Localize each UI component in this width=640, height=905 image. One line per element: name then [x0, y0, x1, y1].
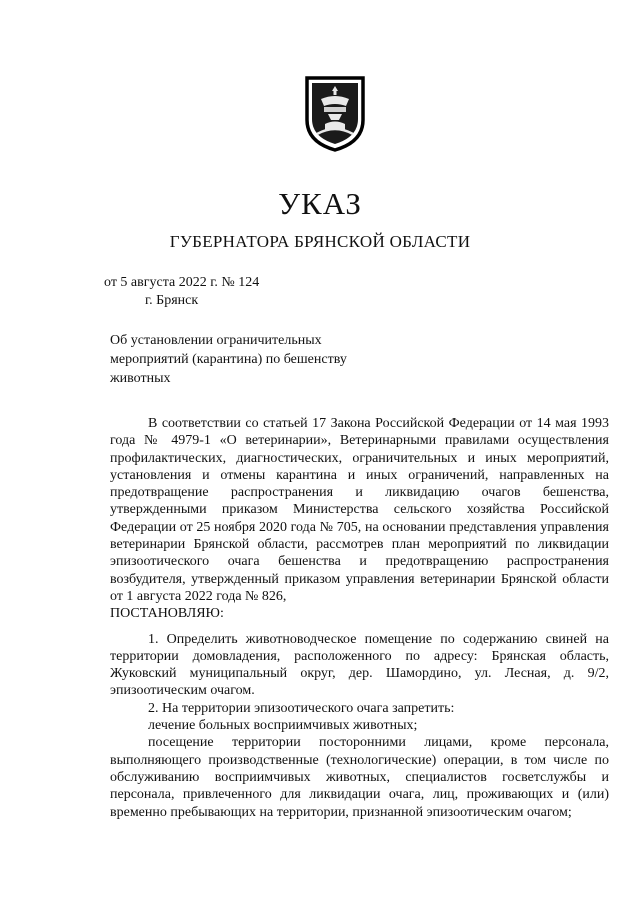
decree-word: ПОСТАНОВЛЯЮ:	[110, 606, 224, 622]
decree-subject: Об установлении ограничительных мероприятий (карантина) по бешенству животных	[110, 333, 347, 386]
decree-date-number: от 5 августа 2022 г. № 124	[104, 275, 260, 290]
decree-city: г. Брянск	[145, 293, 199, 308]
document-subtitle: ГУБЕРНАТОРА БРЯНСКОЙ ОБЛАСТИ	[169, 232, 471, 251]
item-2-subitem-visits: посещение территории посторонними лицами, кроме персонала, выполняющего производственные (технологические) операции, в том числе по обслуживанию восприимчивых животных, специалистов госветслужбы и персонала, привлеченного для ликвидации очага, лиц, проживающих и (или) временно пребывающих на территории, признанной эпизоотическим очагом;	[110, 735, 609, 820]
coat-of-arms-icon	[303, 74, 367, 152]
document-title: УКАЗ	[278, 186, 362, 221]
item-2-paragraph: 2. На территории эпизоотического очага запретить:	[148, 700, 455, 716]
item-1-paragraph: 1. Определить животноводческое помещение по содержанию свиней на территории домовладения, расположенного по адресу: Брянская область, Жуковский муниципальный округ, дер. Шамордино, ул. Лесная, д. 9/2, эпизоотическим очагом.	[110, 631, 609, 699]
item-2-subitem-treatment: лечение больных восприимчивых животных;	[148, 718, 418, 734]
preamble-paragraph: В соответствии со статьей 17 Закона Российской Федерации от 14 мая 1993 года № 4979-1 «О ветеринарии», Ветеринарными правилами осуществления профилактических, диагностических, ограничительных и иных мероприятий, установления и отмены карантина и иных ограничений, направленных на предотвращение распространения и ликвидацию очагов бешенства, утвержденными приказом Министерства сельского хозяйства Российской Федерации от 25 ноября 2020 года № 705, на основании представления управления ветеринарии Брянской области, рассмотрев план мероприятий по ликвидации эпизоотического очага бешенства и предотвращению распространения возбудителя, утвержденный приказом управления ветеринарии Брянской области от 1 августа 2022 года № 826,	[110, 416, 609, 604]
decree-body	[110, 415, 609, 821]
